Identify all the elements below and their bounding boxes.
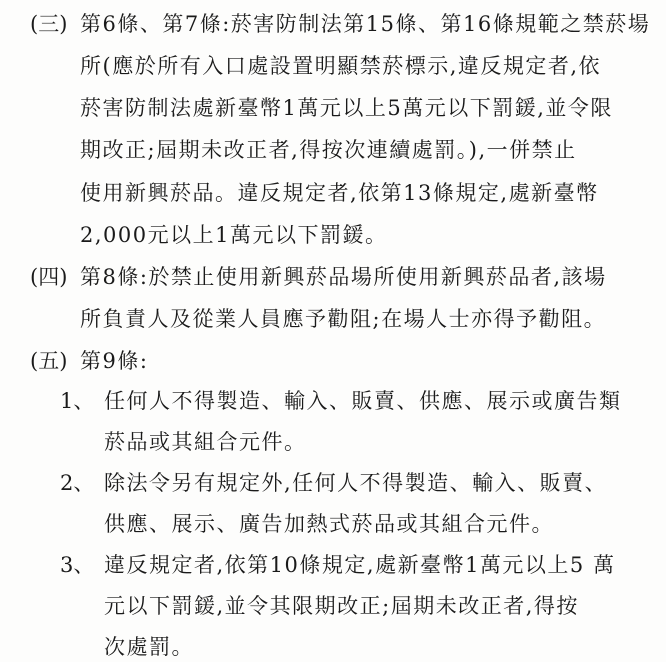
section-3-line-1: 第6條、第7條:菸害防制法第15條、第16條規範之禁菸場: [80, 11, 651, 36]
section-marker-5: (五): [30, 349, 68, 374]
item-3-line-2: 元以下罰鍰,並令其限期改正;屆期未改正者,得按: [104, 594, 579, 618]
section-4-line-1: 第8條:於禁止使用新興菸品場所使用新興菸品者,該場: [80, 265, 607, 289]
section-3-line-4: 期改正;屆期未改正者,得按次連續處罰。),一併禁止: [80, 138, 577, 163]
item-1-line-1: 任何人不得製造、輸入、販賣、供應、展示或廣告類: [104, 389, 622, 414]
section-3-line-3: 菸害防制法處新臺幣1萬元以上5萬元以下罰鍰,並令限: [80, 96, 613, 121]
section-3-line-5: 使用新興菸品。違反規定者,依第13條規定,處新臺幣: [80, 180, 599, 205]
item-1-line-2: 菸品或其組合元件。: [104, 430, 307, 455]
item-marker-2: 2、: [60, 471, 95, 496]
section-4-line-2: 所負責人及從業人員應予勸阻;在場人士亦得予勸阻。: [80, 307, 607, 332]
section-3-line-6: 2,000元以上1萬元以下罰鍰。: [80, 222, 388, 247]
section-marker-4: (四): [30, 265, 68, 289]
item-marker-1: 1、: [60, 389, 95, 414]
item-3-line-1: 違反規定者,依第10條規定,處新臺幣1萬元以上5 萬: [104, 553, 616, 578]
item-3-line-3: 次處罰。: [104, 634, 194, 659]
section-marker-3: (三): [30, 11, 68, 36]
item-marker-3: 3、: [60, 553, 95, 578]
section-3-line-2: 所(應於所有入口處設置明顯禁菸標示,違反規定者,依: [80, 53, 602, 78]
section-5-line-1: 第9條:: [80, 349, 149, 374]
item-2-line-2: 供應、展示、廣告加熱式菸品或其組合元件。: [104, 512, 554, 537]
item-2-line-1: 除法令另有規定外,任何人不得製造、輸入、販賣、: [104, 471, 608, 496]
